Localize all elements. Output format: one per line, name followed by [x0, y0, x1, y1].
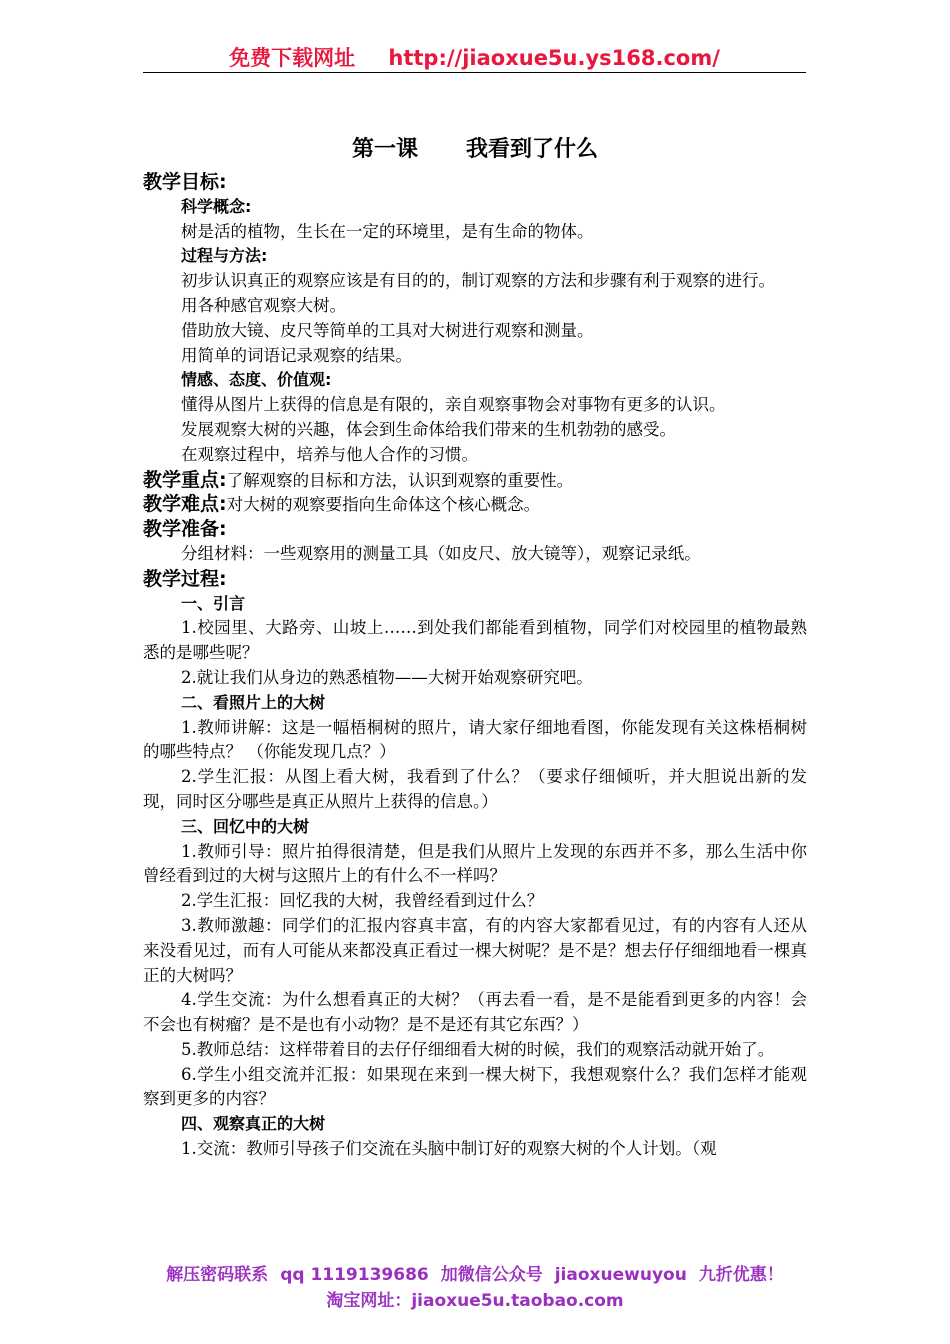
lesson-number: 第一课 — [351, 137, 418, 162]
lesson-name: 我看到了什么 — [466, 137, 599, 162]
footer-contact-line — [0, 1260, 950, 1285]
section-item: 6.学生小组交流并汇报：如果现在来到一棵大树下，我想观察什么？我们怎样才能观察到更多的内容？ — [143, 1064, 807, 1109]
section-heading: 四、观察真正的大树 — [181, 1114, 326, 1134]
process-method-item: 借助放大镜、皮尺等简单的工具对大树进行观察和测量。 — [181, 320, 594, 340]
page-header — [143, 42, 806, 73]
attitude-item: 懂得从图片上获得的信息是有限的，亲自观察事物会对事物有更多的认识。 — [181, 395, 726, 415]
process-method-heading: 过程与方法: — [181, 246, 268, 266]
section-item: 2.学生汇报：从图上看大树，我看到了什么？（要求仔细倾听，并大胆说出新的发现，同时区分哪些是真正从照片上获得的信息。） — [143, 767, 807, 811]
difficulty-heading: 教学难点: — [143, 493, 227, 516]
section-item: 1.校园里、大路旁、山坡上……到处我们都能看到植物，同学们对校园里的植物最熟悉的是哪些呢？ — [143, 618, 807, 663]
section-item: 3.教师激趣：同学们的汇报内容真丰富，有的内容大家都看见过，有的内容有人还从来没看见过，而有人可能从来都没真正看过一棵大树呢？是不是？想去仔仔细细地看一棵真正的大树吗？ — [143, 915, 807, 985]
footer-shop-label: 淘宝网址： — [326, 1291, 412, 1311]
footer-shop-link[interactable]: jiaoxue5u.taobao.com — [411, 1291, 624, 1311]
difficulty-row — [143, 492, 807, 517]
concept-heading: 科学概念: — [181, 196, 252, 216]
difficulty-text: 对大树的观察要指向生命体这个核心概念。 — [226, 495, 541, 515]
footer-discount: 九折优惠！ — [698, 1265, 784, 1285]
key-point-heading: 教学重点: — [143, 468, 227, 491]
section-item: 2.就让我们从身边的熟悉植物——大树开始观察研究吧。 — [181, 667, 593, 687]
process-heading: 教学过程: — [143, 567, 227, 590]
lesson-title — [143, 130, 807, 170]
section-item: 1.教师讲解：这是一幅梧桐树的照片，请大家仔细地看图，你能发现有关这株梧桐树的哪些特点？ （你能发现几点？） — [143, 717, 807, 762]
footer-contact: 解压密码联系 — [166, 1265, 269, 1285]
header-label: 免费下载网址 — [229, 46, 356, 70]
footer-wechat: 加微信公众号 — [440, 1265, 543, 1285]
section-item: 4.学生交流：为什么想看真正的大树？（再去看一看，是不是能看到更多的内容！会不会也有树瘤？是不是也有小动物？是不是还有其它东西？） — [143, 990, 807, 1035]
preparation-text: 分组材料：一些观察用的测量工具（如皮尺、放大镜等），观察记录纸。 — [181, 543, 701, 563]
footer-wechat-id: jiaoxuewuyou — [554, 1265, 687, 1285]
process-method-item: 用简单的词语记录观察的结果。 — [181, 345, 412, 365]
section-item: 2.学生汇报：回忆我的大树，我曾经看到过什么？ — [181, 891, 544, 911]
section-item: 5.教师总结：这样带着目的去仔仔细细看大树的时候，我们的观察活动就开始了。 — [181, 1039, 775, 1059]
key-point-row — [143, 468, 807, 493]
process-method-item: 初步认识真正的观察应该是有目的的，制订观察的方法和步骤有利于观察的进行。 — [181, 271, 775, 291]
key-point-text: 了解观察的目标和方法，认识到观察的重要性。 — [226, 470, 574, 490]
objectives-heading: 教学目标: — [143, 171, 227, 193]
attitude-item: 发展观察大树的兴趣，体会到生命体给我们带来的生机勃勃的感受。 — [181, 419, 676, 439]
preparation-heading: 教学准备: — [143, 518, 227, 541]
section-heading: 一、引言 — [181, 593, 246, 613]
process-method-item: 用各种感官观察大树。 — [181, 295, 346, 315]
header-url-link[interactable]: http://jiaoxue5u.ys168.com/ — [388, 46, 720, 70]
footer-shop-line — [0, 1286, 950, 1311]
concept-text: 树是活的植物，生长在一定的环境里，是有生命的物体。 — [181, 221, 594, 241]
section-heading: 二、看照片上的大树 — [181, 692, 326, 712]
document-body — [143, 130, 807, 1162]
section-item: 1.教师引导：照片拍得很清楚，但是我们从照片上发现的东西并不多，那么生活中你曾经看到过的大树与这照片上的有什么不一样吗？ — [143, 841, 807, 886]
attitude-heading: 情感、态度、价值观: — [181, 370, 332, 390]
section-heading: 三、回忆中的大树 — [181, 816, 310, 836]
section-item: 1.交流：教师引导孩子们交流在头脑中制订好的观察大树的个人计划。（观 — [181, 1139, 717, 1159]
attitude-item: 在观察过程中，培养与他人合作的习惯。 — [181, 444, 478, 464]
footer-qq: qq 1119139686 — [280, 1265, 429, 1285]
